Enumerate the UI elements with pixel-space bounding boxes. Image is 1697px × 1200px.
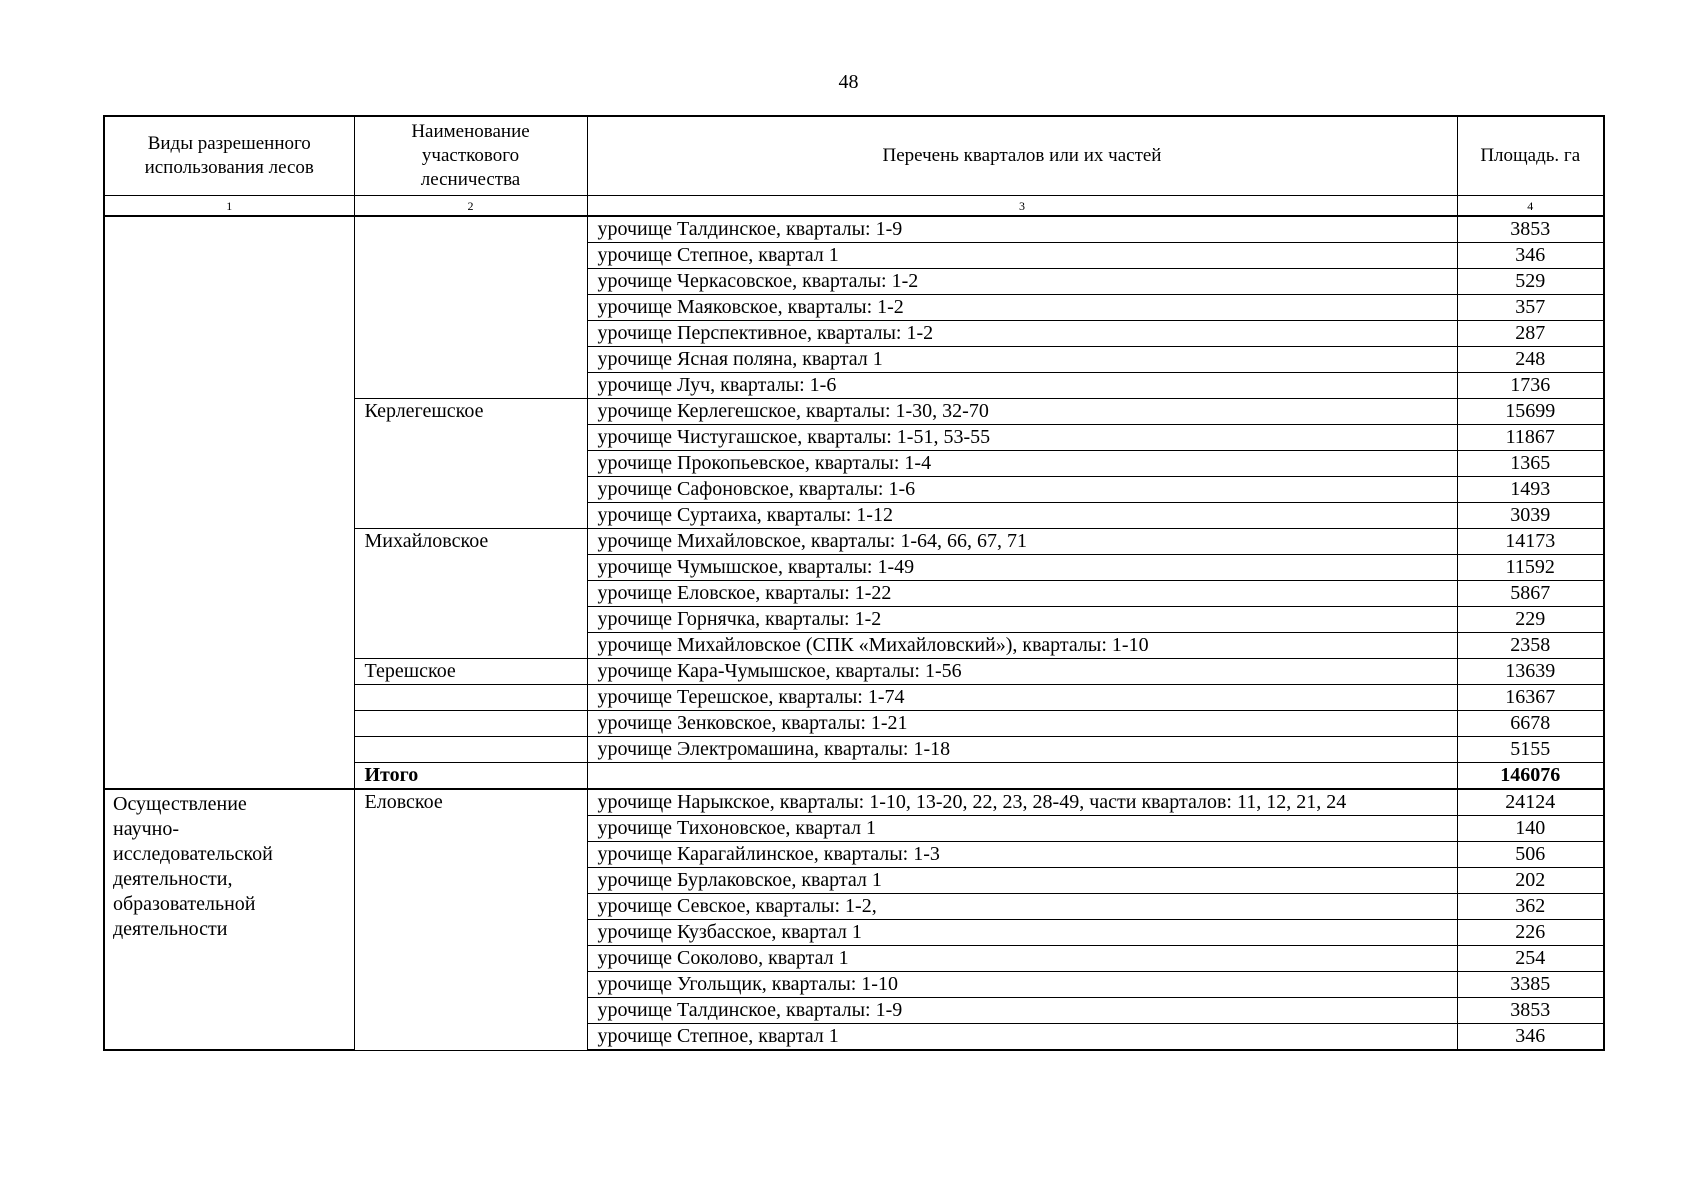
quarters-cell: урочище Маяковское, кварталы: 1-2 bbox=[587, 295, 1457, 321]
forestry-name-cell: Еловское bbox=[354, 789, 587, 1050]
quarters-cell: урочище Бурлаковское, квартал 1 bbox=[587, 868, 1457, 894]
quarters-cell: урочище Терешское, кварталы: 1-74 bbox=[587, 685, 1457, 711]
use-type-line: образовательной bbox=[113, 893, 256, 915]
quarters-cell: урочище Михайловское (СПК «Михайловский»), кварталы: 1-10 bbox=[587, 633, 1457, 659]
quarters-cell: урочище Кузбасское, квартал 1 bbox=[587, 920, 1457, 946]
total-area: 146076 bbox=[1457, 763, 1604, 790]
area-cell: 1736 bbox=[1457, 373, 1604, 399]
quarters-cell: урочище Соколово, квартал 1 bbox=[587, 946, 1457, 972]
total-label: Итого bbox=[354, 763, 587, 790]
area-cell: 362 bbox=[1457, 894, 1604, 920]
quarters-cell: урочище Севское, кварталы: 1-2, bbox=[587, 894, 1457, 920]
area-cell: 2358 bbox=[1457, 633, 1604, 659]
column-number: 4 bbox=[1457, 196, 1604, 217]
quarters-cell: урочище Керлегешское, кварталы: 1-30, 32-70 bbox=[587, 399, 1457, 425]
area-cell: 506 bbox=[1457, 842, 1604, 868]
use-type-line: Осуществление bbox=[113, 793, 247, 815]
area-cell: 226 bbox=[1457, 920, 1604, 946]
quarters-cell: урочище Чумышское, кварталы: 1-49 bbox=[587, 555, 1457, 581]
quarters-cell: урочище Михайловское, кварталы: 1-64, 66, 67, 71 bbox=[587, 529, 1457, 555]
forest-use-table bbox=[103, 115, 1605, 1051]
area-cell: 3853 bbox=[1457, 216, 1604, 243]
quarters-cell: урочище Кара-Чумышское, кварталы: 1-56 bbox=[587, 659, 1457, 685]
area-cell: 3385 bbox=[1457, 972, 1604, 998]
area-cell: 357 bbox=[1457, 295, 1604, 321]
total-empty-cell bbox=[587, 763, 1457, 790]
quarters-cell: урочище Еловское, кварталы: 1-22 bbox=[587, 581, 1457, 607]
quarters-cell: урочище Перспективное, кварталы: 1-2 bbox=[587, 321, 1457, 347]
area-cell: 1365 bbox=[1457, 451, 1604, 477]
use-type-line: исследовательской bbox=[113, 843, 273, 865]
use-type-line: деятельности, bbox=[113, 868, 233, 890]
quarters-cell: урочище Электромашина, кварталы: 1-18 bbox=[587, 737, 1457, 763]
area-cell: 346 bbox=[1457, 243, 1604, 269]
area-cell: 140 bbox=[1457, 816, 1604, 842]
forestry-name-cell bbox=[354, 685, 587, 711]
area-cell: 3853 bbox=[1457, 998, 1604, 1024]
table-body bbox=[104, 216, 1604, 1050]
forestry-name-cell bbox=[354, 216, 587, 399]
area-cell: 5867 bbox=[1457, 581, 1604, 607]
quarters-cell: урочище Карагайлинское, кварталы: 1-3 bbox=[587, 842, 1457, 868]
area-cell: 11592 bbox=[1457, 555, 1604, 581]
area-cell: 5155 bbox=[1457, 737, 1604, 763]
quarters-cell: урочище Черкасовское, кварталы: 1-2 bbox=[587, 269, 1457, 295]
forestry-name-cell: Терешское bbox=[354, 659, 587, 685]
quarters-cell: урочище Прокопьевское, кварталы: 1-4 bbox=[587, 451, 1457, 477]
area-cell: 16367 bbox=[1457, 685, 1604, 711]
area-cell: 229 bbox=[1457, 607, 1604, 633]
area-cell: 202 bbox=[1457, 868, 1604, 894]
use-type-cell bbox=[104, 789, 354, 1050]
column-number: 2 bbox=[354, 196, 587, 217]
area-cell: 13639 bbox=[1457, 659, 1604, 685]
forestry-name-cell: Керлегешское bbox=[354, 399, 587, 529]
forestry-name-cell bbox=[354, 711, 587, 737]
forestry-name-cell: Михайловское bbox=[354, 529, 587, 659]
use-type-line: научно- bbox=[113, 818, 179, 840]
table-row bbox=[104, 216, 1604, 243]
area-cell: 15699 bbox=[1457, 399, 1604, 425]
header-quarters: Перечень кварталов или их частей bbox=[587, 116, 1457, 196]
quarters-cell: урочище Талдинское, кварталы: 1-9 bbox=[587, 216, 1457, 243]
quarters-cell: урочище Луч, кварталы: 1-6 bbox=[587, 373, 1457, 399]
quarters-cell: урочище Степное, квартал 1 bbox=[587, 243, 1457, 269]
column-number: 1 bbox=[104, 196, 354, 217]
quarters-cell: урочище Тихоновское, квартал 1 bbox=[587, 816, 1457, 842]
quarters-cell: урочище Нарыкское, кварталы: 1-10, 13-20, 22, 23, 28-49, части кварталов: 11, 12, 21, 24 bbox=[587, 789, 1457, 816]
forestry-name-cell bbox=[354, 737, 587, 763]
area-cell: 24124 bbox=[1457, 789, 1604, 816]
area-cell: 254 bbox=[1457, 946, 1604, 972]
area-cell: 248 bbox=[1457, 347, 1604, 373]
area-cell: 11867 bbox=[1457, 425, 1604, 451]
area-cell: 346 bbox=[1457, 1024, 1604, 1051]
area-cell: 529 bbox=[1457, 269, 1604, 295]
quarters-cell: урочище Зенковское, кварталы: 1-21 bbox=[587, 711, 1457, 737]
column-number-row bbox=[104, 196, 1604, 217]
quarters-cell: урочище Сафоновское, кварталы: 1-6 bbox=[587, 477, 1457, 503]
quarters-cell: урочище Чистугашское, кварталы: 1-51, 53-55 bbox=[587, 425, 1457, 451]
quarters-cell: урочище Горнячка, кварталы: 1-2 bbox=[587, 607, 1457, 633]
table-row bbox=[104, 789, 1604, 816]
quarters-cell: урочище Талдинское, кварталы: 1-9 bbox=[587, 998, 1457, 1024]
header-forestry: Наименование участкового лесничества bbox=[354, 116, 587, 196]
quarters-cell: урочище Суртаиха, кварталы: 1-12 bbox=[587, 503, 1457, 529]
area-cell: 6678 bbox=[1457, 711, 1604, 737]
page-number: 48 bbox=[838, 71, 859, 93]
area-cell: 287 bbox=[1457, 321, 1604, 347]
header-area: Площадь. га bbox=[1457, 116, 1604, 196]
quarters-cell: урочище Угольщик, кварталы: 1-10 bbox=[587, 972, 1457, 998]
area-cell: 3039 bbox=[1457, 503, 1604, 529]
quarters-cell: урочище Степное, квартал 1 bbox=[587, 1024, 1457, 1051]
quarters-cell: урочище Ясная поляна, квартал 1 bbox=[587, 347, 1457, 373]
area-cell: 14173 bbox=[1457, 529, 1604, 555]
use-type-cell bbox=[104, 216, 354, 789]
column-number: 3 bbox=[587, 196, 1457, 217]
header-use-type: Виды разрешенного использования лесов bbox=[104, 116, 354, 196]
use-type-line: деятельности bbox=[113, 918, 228, 940]
table-header-row bbox=[104, 116, 1604, 196]
area-cell: 1493 bbox=[1457, 477, 1604, 503]
